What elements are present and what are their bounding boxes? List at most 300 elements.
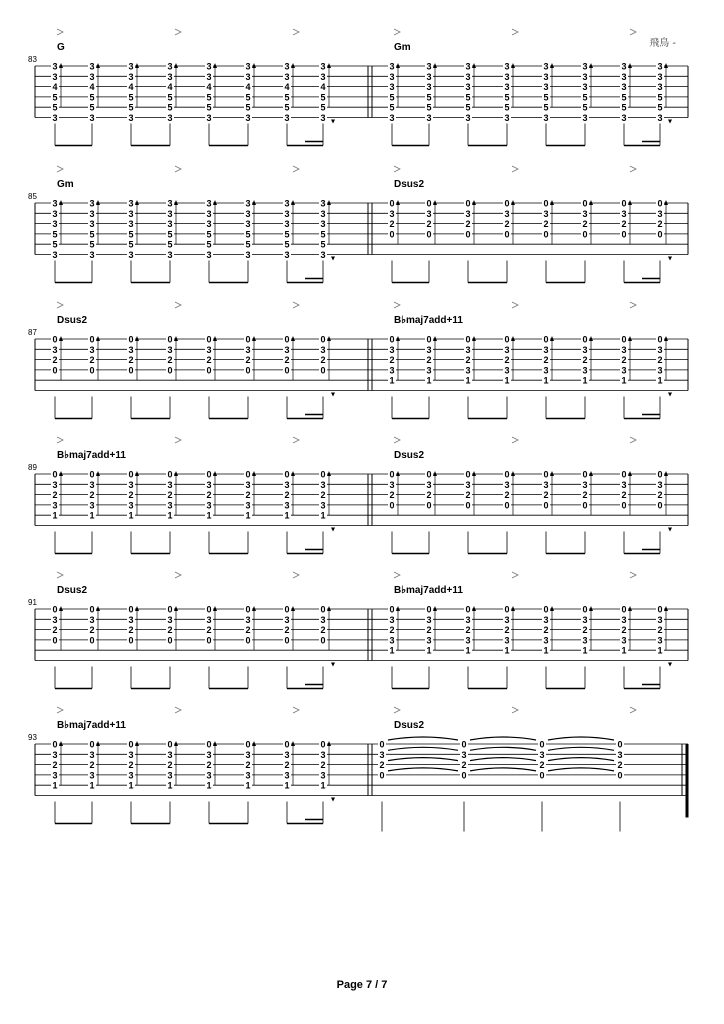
fret-number: 3 xyxy=(320,500,326,511)
fret-number: 4 xyxy=(167,82,173,93)
accent-mark xyxy=(394,437,400,443)
strum-arrow-down xyxy=(668,528,672,532)
accent-mark xyxy=(57,166,63,172)
fret-number: 1 xyxy=(389,375,395,386)
fret-number: 0 xyxy=(320,635,326,646)
fret-number: 2 xyxy=(389,490,395,501)
fret-number: 3 xyxy=(89,770,95,781)
strum-arrow-up xyxy=(252,606,256,611)
fret-number: 3 xyxy=(89,479,95,490)
fret-number: 1 xyxy=(465,645,471,656)
strum-arrow-up xyxy=(628,336,632,341)
fret-number: 1 xyxy=(167,510,173,521)
fret-number: 5 xyxy=(543,102,549,113)
fret-number: 3 xyxy=(245,61,251,72)
measure-number: 89 xyxy=(28,463,37,472)
fret-number: 5 xyxy=(426,102,432,113)
fret-number: 3 xyxy=(206,344,212,355)
fret-number: 3 xyxy=(206,113,212,123)
fret-number: 2 xyxy=(465,625,471,636)
fret-number: 2 xyxy=(89,760,95,771)
fret-number: 2 xyxy=(284,355,290,366)
fret-number: 3 xyxy=(543,635,549,646)
accent-mark xyxy=(394,572,400,578)
fret-number: 3 xyxy=(582,71,588,82)
fret-number: 0 xyxy=(167,635,173,646)
fret-number: 0 xyxy=(206,365,212,376)
fret-number: 3 xyxy=(52,219,58,230)
strum-arrow-up xyxy=(628,471,632,476)
fret-number: 2 xyxy=(504,355,510,366)
fret-number: 0 xyxy=(504,469,510,480)
accent-mark xyxy=(512,707,518,713)
strum-arrow-up xyxy=(511,336,515,341)
fret-number: 3 xyxy=(426,113,432,123)
accent-mark xyxy=(630,166,636,172)
strum-arrow-up xyxy=(213,606,217,611)
strum-arrow-up xyxy=(327,200,331,205)
fret-number: 5 xyxy=(167,102,173,113)
strum-arrow-up xyxy=(174,741,178,746)
fret-number: 0 xyxy=(128,635,134,646)
fret-number: 3 xyxy=(167,208,173,219)
fret-number: 0 xyxy=(167,604,173,615)
fret-number: 3 xyxy=(206,208,212,219)
strum-arrow-up xyxy=(327,741,331,746)
fret-number: 3 xyxy=(128,344,134,355)
strum-arrow-up xyxy=(59,336,63,341)
fret-number: 0 xyxy=(582,198,588,209)
fret-number: 3 xyxy=(128,749,134,760)
fret-number: 0 xyxy=(543,469,549,480)
fret-number: 3 xyxy=(465,82,471,93)
fret-number: 3 xyxy=(52,208,58,219)
fret-number: 3 xyxy=(128,71,134,82)
fret-number: 3 xyxy=(426,71,432,82)
strum-arrow-up xyxy=(628,606,632,611)
fret-number: 3 xyxy=(465,365,471,376)
accent-mark xyxy=(175,437,181,443)
fret-number: 3 xyxy=(426,365,432,376)
fret-number: 3 xyxy=(52,749,58,760)
strum-arrow-up xyxy=(396,200,400,205)
fret-number: 3 xyxy=(465,344,471,355)
fret-number: 5 xyxy=(167,229,173,240)
strum-arrow-up xyxy=(213,471,217,476)
fret-number: 3 xyxy=(389,61,395,72)
fret-number: 3 xyxy=(582,61,588,72)
accent-mark xyxy=(512,302,518,308)
fret-number: 0 xyxy=(389,500,395,511)
fret-number: 3 xyxy=(320,61,326,72)
fret-number: 3 xyxy=(284,208,290,219)
fret-number: 3 xyxy=(245,749,251,760)
fret-number: 3 xyxy=(621,208,627,219)
fret-number: 5 xyxy=(284,239,290,250)
fret-number: 5 xyxy=(89,102,95,113)
fret-number: 3 xyxy=(128,770,134,781)
strum-arrow-up xyxy=(59,200,63,205)
fret-number: 2 xyxy=(582,490,588,501)
accent-mark xyxy=(57,572,63,578)
strum-arrow-up xyxy=(174,63,178,68)
fret-number: 0 xyxy=(89,334,95,345)
strum-arrow-up xyxy=(327,336,331,341)
fret-number: 1 xyxy=(89,780,95,791)
accent-mark xyxy=(293,707,299,713)
fret-number: 2 xyxy=(89,355,95,366)
fret-number: 1 xyxy=(621,375,627,386)
strum-arrow-up xyxy=(213,200,217,205)
fret-number: 0 xyxy=(167,739,173,750)
fret-number: 0 xyxy=(504,229,510,240)
fret-number: 2 xyxy=(167,490,173,501)
fret-number: 0 xyxy=(89,469,95,480)
fret-number: 4 xyxy=(245,82,251,93)
fret-number: 3 xyxy=(206,500,212,511)
fret-number: 0 xyxy=(52,365,58,376)
fret-number: 1 xyxy=(426,375,432,386)
fret-number: 0 xyxy=(504,500,510,511)
fret-number: 3 xyxy=(284,749,290,760)
strum-arrow-up xyxy=(135,606,139,611)
measure-number: 87 xyxy=(28,328,37,337)
fret-number: 3 xyxy=(206,250,212,260)
strum-arrow-up xyxy=(589,606,593,611)
fret-number: 0 xyxy=(543,500,549,511)
fret-number: 3 xyxy=(52,71,58,82)
fret-number: 2 xyxy=(89,625,95,636)
fret-number: 0 xyxy=(621,229,627,240)
accent-mark xyxy=(293,29,299,35)
strum-arrow-up xyxy=(213,336,217,341)
fret-number: 0 xyxy=(245,334,251,345)
fret-number: 5 xyxy=(206,239,212,250)
tie-arc xyxy=(470,747,536,750)
fret-number: 3 xyxy=(206,614,212,625)
fret-number: 2 xyxy=(320,355,326,366)
fret-number: 1 xyxy=(320,780,326,791)
fret-number: 0 xyxy=(617,770,623,781)
fret-number: 2 xyxy=(543,355,549,366)
fret-number: 3 xyxy=(389,479,395,490)
fret-number: 1 xyxy=(320,510,326,521)
fret-number: 2 xyxy=(320,490,326,501)
fret-number: 3 xyxy=(582,614,588,625)
fret-number: 0 xyxy=(245,469,251,480)
accent-mark xyxy=(293,166,299,172)
strum-arrow-up xyxy=(59,471,63,476)
fret-number: 5 xyxy=(389,92,395,103)
fret-number: 0 xyxy=(167,469,173,480)
fret-number: 1 xyxy=(426,645,432,656)
chord-name: B♭maj7add+11 xyxy=(394,585,463,596)
fret-number: 2 xyxy=(206,490,212,501)
fret-number: 3 xyxy=(89,500,95,511)
fret-number: 0 xyxy=(284,635,290,646)
fret-number: 5 xyxy=(284,229,290,240)
fret-number: 0 xyxy=(52,739,58,750)
fret-number: 3 xyxy=(389,82,395,93)
accent-mark xyxy=(512,29,518,35)
fret-number: 5 xyxy=(128,92,134,103)
fret-number: 3 xyxy=(128,61,134,72)
fret-number: 4 xyxy=(52,82,58,93)
fret-number: 5 xyxy=(504,92,510,103)
fret-number: 2 xyxy=(389,219,395,230)
fret-number: 3 xyxy=(657,635,663,646)
tie-arc xyxy=(470,758,536,761)
fret-number: 1 xyxy=(504,375,510,386)
fret-number: 1 xyxy=(543,645,549,656)
fret-number: 3 xyxy=(245,219,251,230)
fret-number: 0 xyxy=(465,229,471,240)
accent-mark xyxy=(630,707,636,713)
fret-number: 0 xyxy=(657,229,663,240)
strum-arrow-up xyxy=(291,200,295,205)
fret-number: 0 xyxy=(167,365,173,376)
fret-number: 3 xyxy=(621,479,627,490)
fret-number: 3 xyxy=(245,208,251,219)
strum-arrow-up xyxy=(174,200,178,205)
strum-arrow-up xyxy=(664,471,668,476)
fret-number: 0 xyxy=(128,365,134,376)
fret-number: 0 xyxy=(89,604,95,615)
fret-number: 3 xyxy=(465,113,471,123)
strum-arrow-up xyxy=(511,606,515,611)
fret-number: 0 xyxy=(621,198,627,209)
fret-number: 3 xyxy=(284,250,290,260)
system-91 xyxy=(28,572,688,689)
strum-arrow-up xyxy=(628,200,632,205)
fret-number: 5 xyxy=(504,102,510,113)
strum-arrow-up xyxy=(472,200,476,205)
fret-number: 1 xyxy=(657,645,663,656)
fret-number: 0 xyxy=(465,198,471,209)
fret-number: 3 xyxy=(284,219,290,230)
fret-number: 2 xyxy=(206,625,212,636)
fret-number: 1 xyxy=(389,645,395,656)
fret-number: 0 xyxy=(657,604,663,615)
fret-number: 3 xyxy=(389,71,395,82)
fret-number: 5 xyxy=(320,102,326,113)
fret-number: 3 xyxy=(167,500,173,511)
fret-number: 5 xyxy=(89,239,95,250)
tie-arc xyxy=(470,737,536,740)
fret-number: 5 xyxy=(89,92,95,103)
fret-number: 2 xyxy=(128,355,134,366)
tie-arc xyxy=(388,747,458,750)
accent-mark xyxy=(394,707,400,713)
strum-arrow-up xyxy=(291,471,295,476)
fret-number: 0 xyxy=(389,469,395,480)
fret-number: 5 xyxy=(320,229,326,240)
fret-number: 0 xyxy=(504,198,510,209)
fret-number: 3 xyxy=(52,61,58,72)
system-93 xyxy=(28,707,688,832)
fret-number: 3 xyxy=(426,61,432,72)
tie-arc xyxy=(388,737,458,740)
fret-number: 3 xyxy=(206,749,212,760)
fret-number: 1 xyxy=(52,780,58,791)
fret-number: 4 xyxy=(89,82,95,93)
fret-number: 0 xyxy=(206,739,212,750)
accent-mark xyxy=(630,437,636,443)
fret-number: 2 xyxy=(426,625,432,636)
fret-number: 3 xyxy=(426,208,432,219)
fret-number: 2 xyxy=(461,760,467,771)
strum-arrow-up xyxy=(589,63,593,68)
strum-arrow-up xyxy=(433,200,437,205)
fret-number: 2 xyxy=(465,490,471,501)
measure-number: 93 xyxy=(28,733,37,742)
strum-arrow-up xyxy=(589,200,593,205)
strum-arrow-up xyxy=(433,606,437,611)
fret-number: 1 xyxy=(504,645,510,656)
fret-number: 1 xyxy=(465,375,471,386)
fret-number: 0 xyxy=(461,739,467,750)
fret-number: 2 xyxy=(167,355,173,366)
fret-number: 2 xyxy=(543,625,549,636)
fret-number: 3 xyxy=(284,113,290,123)
accent-mark xyxy=(293,302,299,308)
fret-number: 3 xyxy=(543,365,549,376)
fret-number: 3 xyxy=(89,250,95,260)
fret-number: 5 xyxy=(52,239,58,250)
fret-number: 0 xyxy=(320,469,326,480)
fret-number: 3 xyxy=(657,344,663,355)
fret-number: 0 xyxy=(617,739,623,750)
page-number: Page 7 / 7 xyxy=(336,979,388,991)
chord-name: Dsus2 xyxy=(394,179,425,190)
fret-number: 1 xyxy=(543,375,549,386)
chord-name: Dsus2 xyxy=(57,315,88,326)
tie-arc xyxy=(548,737,614,740)
fret-number: 0 xyxy=(657,198,663,209)
fret-number: 0 xyxy=(426,469,432,480)
fret-number: 0 xyxy=(621,604,627,615)
fret-number: 3 xyxy=(284,198,290,209)
fret-number: 2 xyxy=(621,219,627,230)
fret-number: 3 xyxy=(89,198,95,209)
fret-number: 3 xyxy=(245,479,251,490)
fret-number: 3 xyxy=(621,113,627,123)
fret-number: 3 xyxy=(320,250,326,260)
fret-number: 3 xyxy=(284,61,290,72)
tie-arc xyxy=(548,768,614,771)
fret-number: 3 xyxy=(206,770,212,781)
fret-number: 2 xyxy=(426,219,432,230)
strum-arrow-up xyxy=(252,471,256,476)
fret-number: 0 xyxy=(465,334,471,345)
strum-arrow-up xyxy=(59,63,63,68)
fret-number: 5 xyxy=(426,92,432,103)
chord-name: G xyxy=(57,42,65,53)
fret-number: 2 xyxy=(657,355,663,366)
fret-number: 3 xyxy=(320,219,326,230)
fret-number: 0 xyxy=(426,334,432,345)
fret-number: 2 xyxy=(657,625,663,636)
fret-number: 0 xyxy=(504,334,510,345)
fret-number: 0 xyxy=(52,469,58,480)
strum-arrow-up xyxy=(252,336,256,341)
strum-arrow-up xyxy=(396,471,400,476)
strum-arrow-up xyxy=(252,200,256,205)
strum-arrow-up xyxy=(291,336,295,341)
strum-arrow-up xyxy=(433,336,437,341)
fret-number: 3 xyxy=(657,208,663,219)
fret-number: 3 xyxy=(465,71,471,82)
fret-number: 3 xyxy=(582,635,588,646)
fret-number: 1 xyxy=(167,780,173,791)
fret-number: 3 xyxy=(504,71,510,82)
fret-number: 3 xyxy=(461,749,467,760)
accent-mark xyxy=(630,302,636,308)
system-83 xyxy=(28,29,688,146)
fret-number: 0 xyxy=(426,198,432,209)
fret-number: 3 xyxy=(543,61,549,72)
fret-number: 0 xyxy=(379,739,385,750)
fret-number: 3 xyxy=(465,208,471,219)
chord-name: Dsus2 xyxy=(394,720,425,731)
fret-number: 3 xyxy=(128,250,134,260)
fret-number: 3 xyxy=(621,344,627,355)
strum-arrow-up xyxy=(589,336,593,341)
fret-number: 0 xyxy=(543,229,549,240)
fret-number: 4 xyxy=(284,82,290,93)
fret-number: 3 xyxy=(89,113,95,123)
fret-number: 3 xyxy=(582,479,588,490)
strum-arrow-up xyxy=(664,336,668,341)
fret-number: 0 xyxy=(504,604,510,615)
fret-number: 3 xyxy=(504,344,510,355)
fret-number: 3 xyxy=(245,71,251,82)
fret-number: 1 xyxy=(657,375,663,386)
fret-number: 3 xyxy=(621,71,627,82)
fret-number: 0 xyxy=(465,604,471,615)
fret-number: 3 xyxy=(320,749,326,760)
fret-number: 2 xyxy=(206,355,212,366)
fret-number: 5 xyxy=(621,92,627,103)
fret-number: 0 xyxy=(539,770,545,781)
fret-number: 1 xyxy=(621,645,627,656)
fret-number: 0 xyxy=(52,635,58,646)
fret-number: 3 xyxy=(621,614,627,625)
fret-number: 0 xyxy=(128,334,134,345)
strum-arrow-up xyxy=(664,606,668,611)
strum-arrow-up xyxy=(252,63,256,68)
fret-number: 5 xyxy=(128,102,134,113)
fret-number: 3 xyxy=(543,71,549,82)
fret-number: 5 xyxy=(465,102,471,113)
fret-number: 5 xyxy=(465,92,471,103)
fret-number: 3 xyxy=(389,365,395,376)
chord-name: Dsus2 xyxy=(57,585,88,596)
fret-number: 3 xyxy=(621,635,627,646)
tie-arc xyxy=(388,768,458,771)
fret-number: 3 xyxy=(245,250,251,260)
fret-number: 0 xyxy=(284,469,290,480)
fret-number: 1 xyxy=(89,510,95,521)
fret-number: 2 xyxy=(52,490,58,501)
accent-mark xyxy=(394,29,400,35)
fret-number: 0 xyxy=(206,334,212,345)
fret-number: 1 xyxy=(284,510,290,521)
fret-number: 3 xyxy=(320,344,326,355)
fret-number: 3 xyxy=(657,113,663,123)
fret-number: 3 xyxy=(284,344,290,355)
measure-number: 91 xyxy=(28,598,37,607)
